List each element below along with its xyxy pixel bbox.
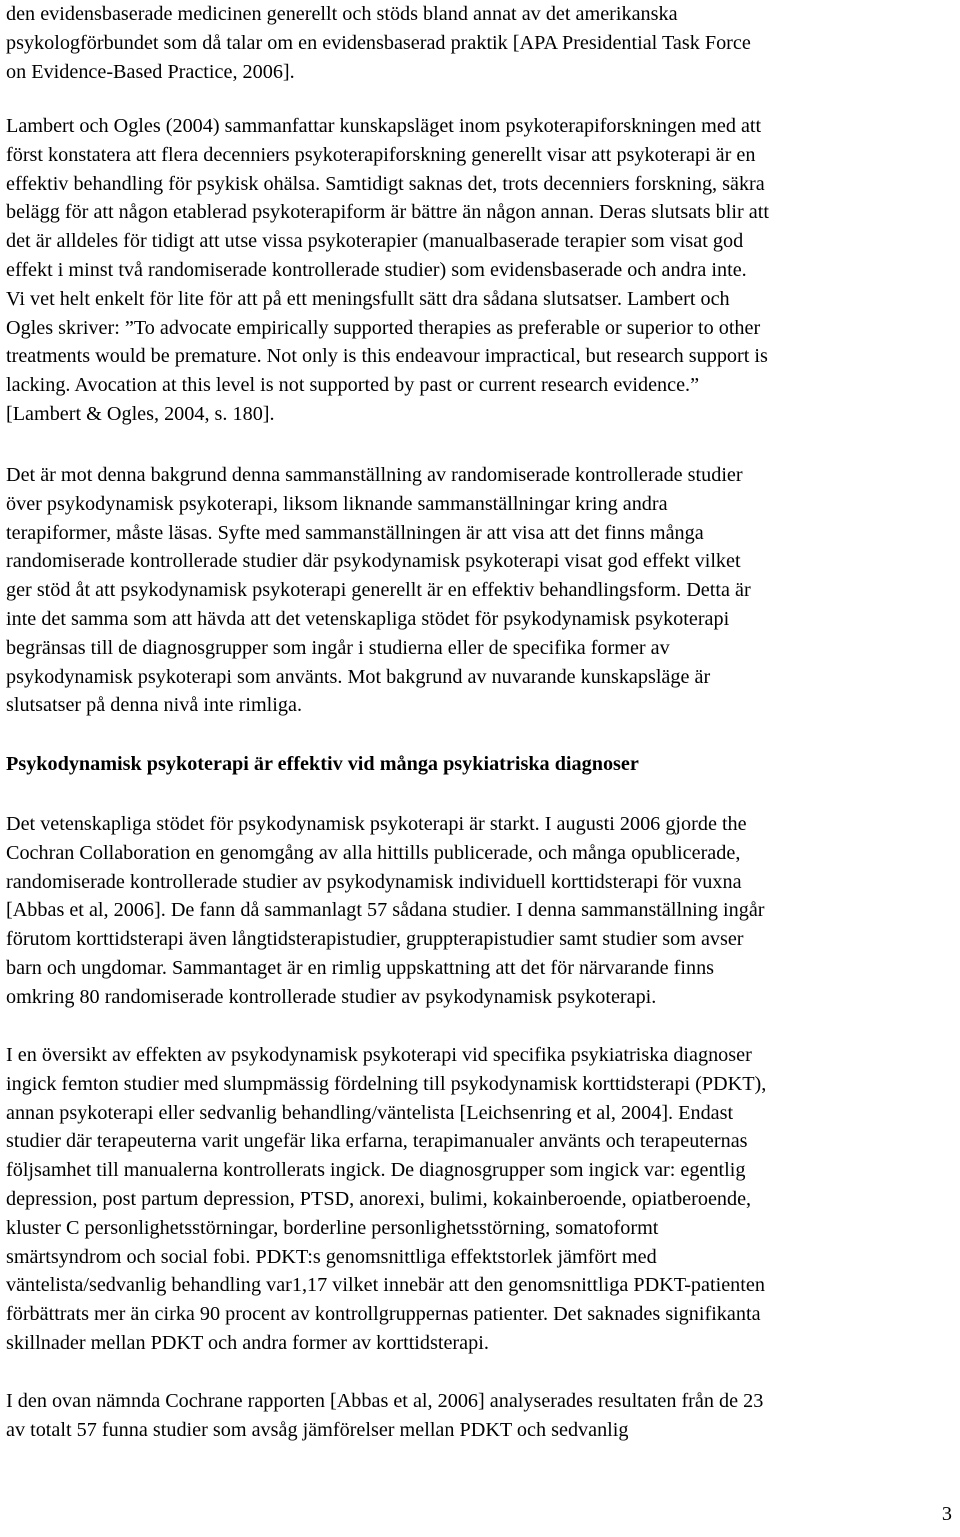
paragraph-bakgrund: Det är mot denna bakgrund denna sammanställning av randomiserade kontrollerade studier över psykodynamisk psykoterapi, liksom liknande sammanställningar kring andra terapiformer, måste läsas. Syfte med sammanställningen är att visa att det finns många randomiserade kontrollerade studier där psykodynamisk psykoterapi visat god effekt vilket ger stöd åt att psykodynamisk psykoterapi generellt är en effektiv behandlingsform. Detta är inte det samma som att hävda att det vetenskapliga stödet för psykodynamisk psykoterapi begränsas till de diagnosgrupper som ingår i studierna eller de specifika former av psykodynamisk psykoterapi som använts. Mot bakgrund av nuvarande kunskapsläge är slutsatser på denna nivå inte rimliga. <box>6 464 751 717</box>
paragraph-lambert-ogles: Lambert och Ogles (2004) sammanfattar kunskapsläget inom psykoterapiforskningen med att först konstatera att flera decenniers psykoterapiforskning generellt visar att psykoterapi är en effektiv behandling för psykisk ohälsa. Samtidigt saknas det, trots decenniers forskning, säkra belägg för att någon etablerad psykoterapiform är bättre än någon annan. Deras slutsats blir att det är alldeles för tidigt att utse vissa psykoterapier (manualbaserade terapier som visat god effekt i minst två randomiserade kontrollerade studier) som evidensbaserade och andra inte. Vi vet helt enkelt för lite för att på ett meningsfullt sätt dra sådana slutsatser. Lambert och Ogles skriver: ”To advocate empirically supported therapies as preferable or superior to other treatments would be premature. Not only is this endeavour impractical, but research support is lacking. Avocation at this level is not supported by past or current research evidence.” [Lambert & Ogles, 2004, s. 180]. <box>6 115 769 425</box>
section-heading: Psykodynamisk psykoterapi är effektiv vid många psykiatriska diagnoser <box>6 753 639 775</box>
paragraph-intro: den evidensbaserade medicinen generellt och stöds bland annat av det amerikanska psykologförbundet som då talar om en evidensbaserad praktik [APA Presidential Task Force on Evidence-Based Practice, 2006]. <box>6 3 751 83</box>
paragraph-vetenskapliga-stodet: Det vetenskapliga stödet för psykodynamisk psykoterapi är starkt. I augusti 2006 gjorde the Cochran Collaboration en genomgång av alla hittills publicerade, och många opublicerade, randomiserade kontrollerade studier av psykodynamisk individuell korttidsterapi för vuxna [Abbas et al, 2006]. De fann då sammanlagt 57 sådana studier. I denna sammanställning ingår förutom korttidsterapi även långtidsterapistudier, gruppterapistudier samt studier som avser barn och ungdomar. Sammantaget är en rimlig uppskattning att det för närvarande finns omkring 80 randomiserade kontrollerade studier av psykodynamisk psykoterapi. <box>6 813 765 1008</box>
page-number: 3 <box>941 1503 952 1525</box>
paragraph-oversikt: I en översikt av effekten av psykodynamisk psykoterapi vid specifika psykiatriska diagnoser ingick femton studier med slumpmässig fördelning till psykodynamisk korttidsterapi (PDKT), annan psykoterapi eller sedvanlig behandling/väntelista [Leichsenring et al, 2004]. Endast studier där terapeuterna varit ungefär lika erfarna, terapimanualer använts och terapeuternas följsamhet till manualerna kontrollerats ingick. De diagnosgrupper som ingick var: egentlig depression, post partum depression, PTSD, anorexi, bulimi, kokainberoende, opiatberoende, kluster C personlighetsstörningar, borderline personlighetsstörning, somatoformt smärtsyndrom och social fobi. PDKT:s genomsnittliga effektstorlek jämfört med väntelista/sedvanlig behandling var1,17 vilket innebär att den genomsnittliga PDKT-patienten förbättrats mer än cirka 90 procent av kontrollgruppernas patienter. Det saknades signifikanta skillnader mellan PDKT och andra former av korttidsterapi. <box>6 1044 767 1354</box>
paragraph-cochrane: I den ovan nämnda Cochrane rapporten [Abbas et al, 2006] analyserades resultaten från de 23 av totalt 57 funna studier som avsåg jämförelser mellan PDKT och sedvanlig <box>6 1390 764 1441</box>
